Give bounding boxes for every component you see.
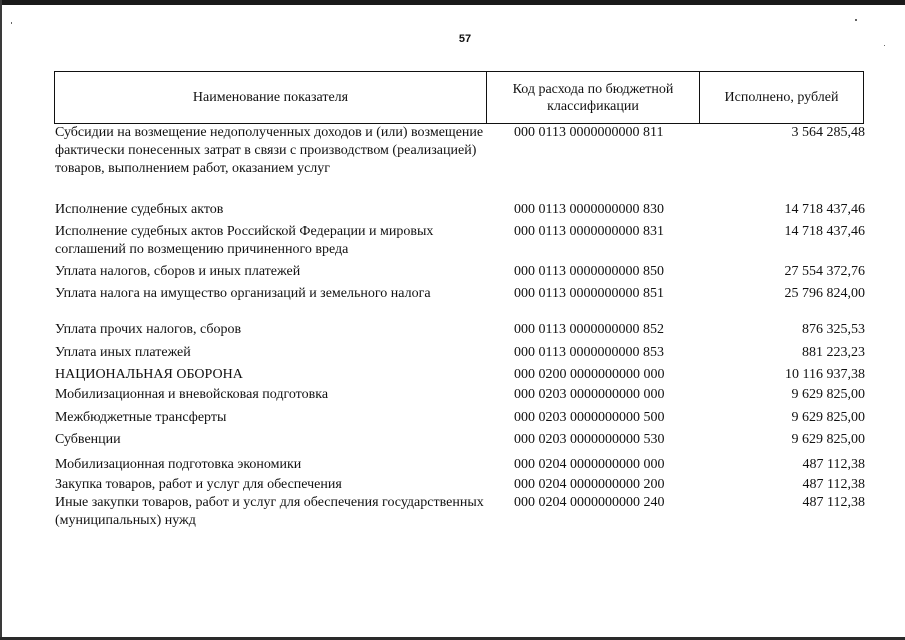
row-executed: 487 112,38 (802, 495, 865, 510)
header-code: Код расхода по бюджетной классификации (487, 72, 700, 123)
row-name: Субвенции (55, 432, 121, 447)
row-name: НАЦИОНАЛЬНАЯ ОБОРОНА (55, 367, 243, 382)
row-name: Закупка товаров, работ и услуг для обеспечения (55, 477, 342, 492)
row-code: 000 0203 0000000000 000 (514, 387, 665, 402)
row-code: 000 0204 0000000000 200 (514, 477, 665, 492)
row-executed: 14 718 437,46 (784, 202, 865, 217)
row-code: 000 0113 0000000000 850 (514, 264, 664, 279)
row-name: Исполнение судебных актов Российской Федерации и мировых соглашений по возмещению причиненного вреда (55, 224, 434, 257)
row-executed: 881 223,23 (802, 345, 865, 360)
row-name: Иные закупки товаров, работ и услуг для обеспечения государственных (муниципальных) нужд (55, 495, 484, 528)
scan-speck (11, 22, 12, 24)
row-name: Мобилизационная подготовка экономики (55, 457, 302, 472)
row-code: 000 0203 0000000000 530 (514, 432, 665, 447)
row-code: 000 0113 0000000000 830 (514, 202, 664, 217)
scan-edge-top (0, 0, 905, 5)
row-executed: 14 718 437,46 (784, 224, 865, 239)
scan-speck (855, 19, 857, 21)
row-code: 000 0203 0000000000 500 (514, 410, 665, 425)
header-name: Наименование показателя (55, 72, 487, 123)
row-executed: 487 112,38 (802, 477, 865, 492)
row-executed: 487 112,38 (802, 457, 865, 472)
row-name: Уплата прочих налогов, сборов (55, 322, 242, 337)
row-executed: 10 116 937,38 (785, 367, 865, 382)
row-name: Уплата иных платежей (55, 345, 191, 360)
page-number: 57 (458, 33, 472, 45)
header-executed: Исполнено, рублей (724, 90, 839, 105)
row-executed: 25 796 824,00 (784, 286, 865, 301)
row-code: 000 0113 0000000000 811 (514, 125, 664, 140)
row-executed: 9 629 825,00 (791, 432, 865, 447)
row-executed: 876 325,53 (802, 322, 865, 337)
row-name: Субсидии на возмещение недополученных доходов и (или) возмещение фактически понесенных затрат в связи с производством (реализацией) товаров, выполнением работ, оказанием услуг (55, 125, 484, 176)
row-name: Исполнение судебных актов (55, 202, 224, 217)
row-code: 000 0204 0000000000 240 (514, 495, 665, 510)
row-executed: 3 564 285,48 (791, 125, 865, 140)
row-code: 000 0204 0000000000 000 (514, 457, 665, 472)
row-name: Уплата налогов, сборов и иных платежей (55, 264, 301, 279)
row-executed: 9 629 825,00 (791, 387, 865, 402)
row-code: 000 0200 0000000000 000 (514, 367, 665, 382)
row-name: Уплата налога на имущество организаций и земельного налога (55, 286, 431, 301)
row-code: 000 0113 0000000000 851 (514, 286, 664, 301)
row-code: 000 0113 0000000000 853 (514, 345, 664, 360)
scan-speck (884, 45, 885, 46)
row-executed: 9 629 825,00 (791, 410, 865, 425)
row-code: 000 0113 0000000000 831 (514, 224, 664, 239)
row-code: 000 0113 0000000000 852 (514, 322, 664, 337)
row-name: Мобилизационная и вневойсковая подготовка (55, 387, 329, 402)
row-name: Межбюджетные трансферты (55, 410, 227, 425)
row-executed: 27 554 372,76 (784, 264, 865, 279)
scan-edge-left (0, 0, 2, 640)
table-header (54, 71, 864, 124)
